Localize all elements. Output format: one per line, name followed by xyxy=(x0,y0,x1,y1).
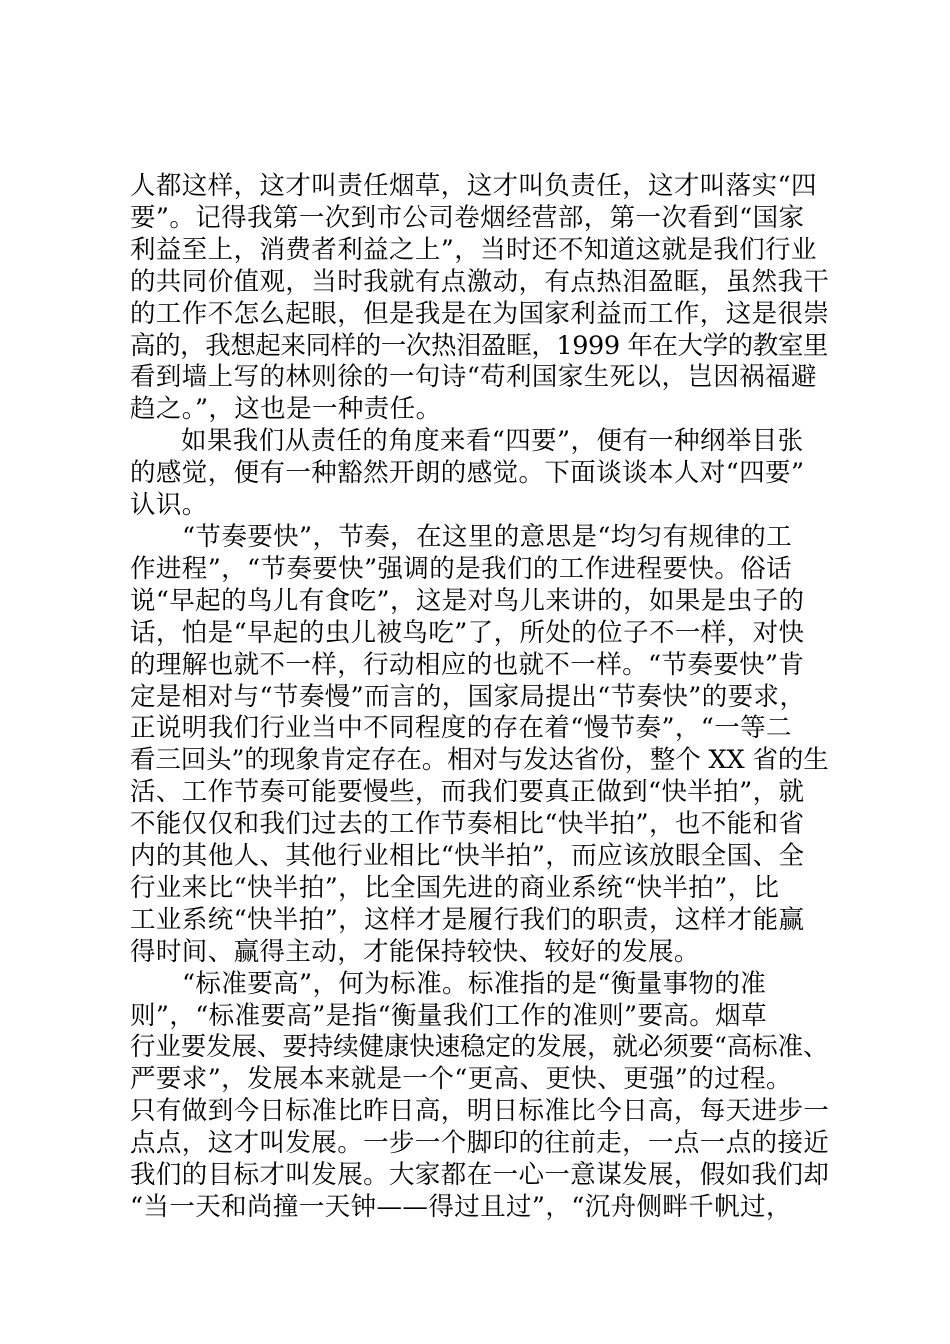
text-line: “节奏要快”，节奏，在这里的意思是“均匀有规律的工 xyxy=(182,521,793,552)
text-line: 定是相对与“节奏慢”而言的，国家局提出“节奏快”的要求， xyxy=(130,681,806,712)
text-line: 要”。记得我第一次到市公司卷烟经营部，第一次看到“国家 xyxy=(130,202,805,233)
text-line: 得时间、赢得主动，才能保持较快、较好的发展。 xyxy=(130,936,700,967)
paragraph-3 xyxy=(130,522,830,969)
text-line: 行业要发展、要持续健康快速稳定的发展，就必须要“高标准、 xyxy=(130,1032,829,1063)
text-line: 的工作不怎么起眼，但是我是在为国家利益而工作，这是很崇 xyxy=(130,298,830,329)
text-line: 高的，我想起来同样的一次热泪盈眶，1999 年在大学的教室里 xyxy=(130,330,829,361)
text-line: 认识。 xyxy=(130,490,208,521)
text-line: 说“早起的鸟儿有食吃”，这是对鸟儿来讲的，如果是虫子的 xyxy=(130,585,805,616)
text-line: “当一天和尚撞一天钟——得过且过”，“沉舟侧畔千帆过， xyxy=(130,1192,792,1222)
text-line: 不能仅仅和我们过去的工作节奏相比“快半拍”，也不能和省 xyxy=(130,809,805,840)
text-line: 点点，这才叫发展。一步一个脚印的往前走，一点一点的接近 xyxy=(130,1128,830,1159)
paragraph-2 xyxy=(130,426,830,522)
paragraph-4 xyxy=(130,969,830,1224)
text-line: 工业系统“快半拍”，这样才是履行我们的职责，这样才能赢 xyxy=(130,904,805,935)
paragraph-1 xyxy=(130,171,830,426)
text-line: 利益至上，消费者利益之上”，当时还不知道这就是我们行业 xyxy=(130,234,817,265)
text-line: 的共同价值观，当时我就有点激动，有点热泪盈眶，虽然我干 xyxy=(130,266,830,297)
text-line: 行业来比“快半拍”，比全国先进的商业系统“快半拍”，比 xyxy=(130,872,780,903)
text-line: 作进程”，“节奏要快”强调的是我们的工作进程要快。俗话 xyxy=(130,553,792,584)
text-line: 如果我们从责任的角度来看“四要”，便有一种纲举目张 xyxy=(181,426,804,457)
text-line: “标准要高”，何为标准。标准指的是“衡量事物的准 xyxy=(182,968,767,999)
text-line: 则”，“标准要高”是指“衡量我们工作的准则”要高。烟草 xyxy=(130,1000,767,1031)
text-line: 的理解也就不一样，行动相应的也就不一样。“节奏要快”肯 xyxy=(130,649,805,680)
text-line: 只有做到今日标准比昨日高，明日标准比今日高，每天进步一 xyxy=(130,1096,830,1127)
text-line: 活、工作节奏可能要慢些，而我们要真正做到“快半拍”，就 xyxy=(130,777,805,808)
document-body xyxy=(130,171,830,1224)
text-line: 看三回头”的现象肯定存在。相对与发达省份，整个 XX 省的生 xyxy=(130,745,829,776)
text-line: 趋之。”，这也是一种责任。 xyxy=(130,394,442,425)
text-line: 话，怕是“早起的虫儿被鸟吃”了，所处的位子不一样，对快 xyxy=(130,617,805,648)
text-line: 看到墙上写的林则徐的一句诗“苟利国家生死以，岂因祸福避 xyxy=(130,362,817,393)
text-line: 我们的目标才叫发展。大家都在一心一意谋发展，假如我们却 xyxy=(130,1160,830,1191)
text-line: 严要求”，发展本来就是一个“更高、更快、更强”的过程。 xyxy=(130,1064,792,1095)
text-line: 的感觉，便有一种豁然开朗的感觉。下面谈谈本人对“四要” xyxy=(130,458,805,489)
text-line: 人都这样，这才叫责任烟草，这才叫负责任，这才叫落实“四 xyxy=(130,171,817,201)
text-line: 内的其他人、其他行业相比“快半拍”，而应该放眼全国、全 xyxy=(130,841,805,872)
text-line: 正说明我们行业当中不同程度的存在着“慢节奏”，“一等二 xyxy=(130,713,792,744)
